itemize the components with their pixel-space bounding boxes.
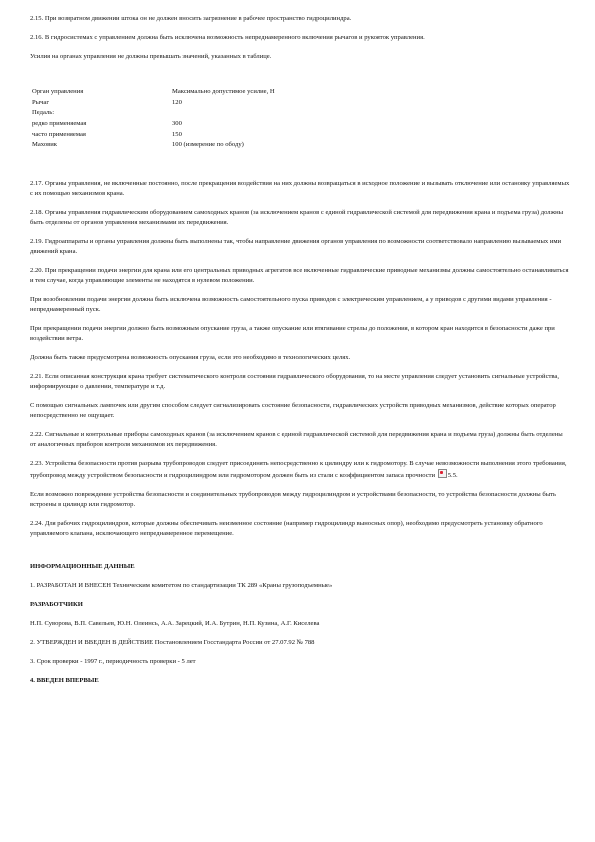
table-cell: Маховик: [32, 141, 57, 149]
developers-heading: РАЗРАБОТЧИКИ: [30, 601, 83, 609]
table-row: [32, 140, 275, 151]
info-item-1: 1. РАЗРАБОТАН И ВНЕСЕН Техническим комитетом по стандартизации ТК 289 «Краны грузоподъемные»: [30, 582, 333, 590]
paragraph-2-19: 2.19. Гидроаппараты и органы управления должны быть выполнены так, чтобы направление движения органов управления по возможности соответствовало направлению вызываемых ими движений крана.: [30, 238, 562, 256]
table-row: [32, 130, 275, 141]
table-cell: [172, 108, 275, 119]
table-cell: 100 (измерение по ободу): [172, 141, 244, 149]
broken-image-icon: [438, 469, 447, 478]
paragraph-2-16: 2.16. В гидросистемах с управлением должна быть исключена возможность непреднамеренного включения рычагов и рукояток управления.: [30, 34, 425, 41]
paragraph-2-15: 2.15. При возвратном движении штока он не должен вносить загрязнение в рабочее пространство гидроцилиндра.: [30, 15, 352, 22]
document-page: [30, 14, 570, 695]
table-row: [32, 98, 275, 109]
table-row: [32, 108, 275, 119]
paragraph-signal-lamps: С помощью сигнальных лампочек или другим способом следует сигнализировать состояние безопасности, гидравлических устройств приводных механизмов, действие которых оператор непосредственно не ощущает.: [30, 402, 556, 420]
info-heading: ИНФОРМАЦИОННЫЕ ДАННЫЕ: [30, 563, 135, 571]
info-item-4: 4. ВВЕДЕН ВПЕРВЫЕ: [30, 677, 99, 685]
paragraph-energy-resume: При возобновлении подачи энергии должна быть исключена возможность самостоятельного пуска приводов с электрическим управлением, а у приводов с другими видами управления - непреднамеренный пуск.: [30, 296, 552, 314]
paragraph-2-23: [30, 459, 570, 481]
paragraph-2-18: 2.18. Органы управления гидравлическим оборудованием самоходных кранов (за исключением кранов с единой гидравлической системой для передвижения крана и подъема груза) должны быть отделены от органов управления механизмами их передвижения.: [30, 209, 564, 227]
paragraph-lowering: Должна быть также предусмотрена возможность опускания груза, если это необходимо в технологических целях.: [30, 354, 351, 362]
paragraph-2-21: 2.21. Если описанная конструкция крана требует систематического контроля состояния гидравлического оборудования, то на месте управления следует установить сигнальные устройства, информирующие о давлении, температуре и т.д.: [30, 373, 559, 391]
paragraph-table-intro: Усилия на органах управления не должны превышать значений, указанных в таблице.: [30, 53, 272, 60]
table-row: [32, 119, 275, 130]
paragraph-2-24: 2.24. Для рабочих гидроцилиндров, которые должны обеспечивать неизменное состояние (например гидроцилиндр выносных опор), необходимо предусмотреть установку обратного управляемого клапана, исключающего непреднамеренное перемещение.: [30, 520, 543, 538]
table-cell: Орган управления: [32, 88, 84, 95]
paragraph-2-23-text: 2.23. Устройства безопасности против разрыва трубопроводов следует присоединять непосредственно к цилиндру или к гидромотору. В случае невозможности выполнения этого требования, трубопровод между устройством безопасности и гидроцилиндром или гидромотором должен быть из стали с коэффициентом запаса прочности: [30, 460, 567, 480]
developers-list: Н.П. Суворова, В.П. Савельев, Ю.Н. Олеинсь, А.А. Зарецкий, И.А. Бутрин, Н.П. Кузина, А.Г. Киселева: [30, 620, 320, 628]
table-cell: Рычаг: [32, 98, 50, 106]
paragraph-2-17: 2.17. Органы управления, не включенные постоянно, после прекращения воздействия на них должны возвращаться в исходное положение и вызывать отключение или остановку управляемых с их помощью механизмов крана.: [30, 180, 570, 198]
table-cell: 300: [172, 120, 182, 128]
table-cell: 150: [172, 130, 182, 138]
paragraph-2-22: 2.22. Сигнальные и контрольные приборы самоходных кранов (за исключением кранов с единой гидравлической системой для передвижения крана и подъема груза) должны быть отделены от аналогичных приборов контроля механизмов их передвижения.: [30, 431, 563, 449]
paragraph-2-23-value: 5.5.: [447, 472, 458, 480]
table-cell: часто применяемая: [32, 130, 86, 138]
table-cell: Педаль:: [32, 109, 55, 117]
table-row: [32, 87, 275, 98]
info-item-3: 3. Срок проверки - 1997 г., периодичность проверки - 5 лет: [30, 658, 196, 666]
forces-table: [32, 87, 275, 151]
paragraph-2-20: 2.20. При прекращении подачи энергии для крана или его центральных приводных агрегатов все включенные гидравлические приводные механизмы должны самостоятельно останавливаться и тем случае, когда управляющие элементы не находятся в нулевом положении.: [30, 267, 569, 285]
info-item-2: 2. УТВЕРЖДЕН И ВВЕДЕН В ДЕЙСТВИЕ Постановлением Госстандарта России от 27.07.92 № 788: [30, 639, 315, 647]
paragraph-safety-devices: Если возможно повреждение устройства безопасности и соединительных трубопроводов между гидроцилиндром и устройствами безопасности, то устройства безопасности должны быть встроены в цилиндр или гидромотор.: [30, 491, 557, 509]
table-cell: Максимально допустимое усилие, Н: [172, 88, 275, 95]
table-cell: 120: [172, 98, 182, 106]
paragraph-energy-stop: При прекращении подачи энергии должно быть возможным опускание груза, а также опускание или втягивание стрелы до положения, в котором кран находится в безопасности даже при воздействии ветра.: [30, 325, 555, 343]
table-cell: редко применяемая: [32, 120, 87, 128]
